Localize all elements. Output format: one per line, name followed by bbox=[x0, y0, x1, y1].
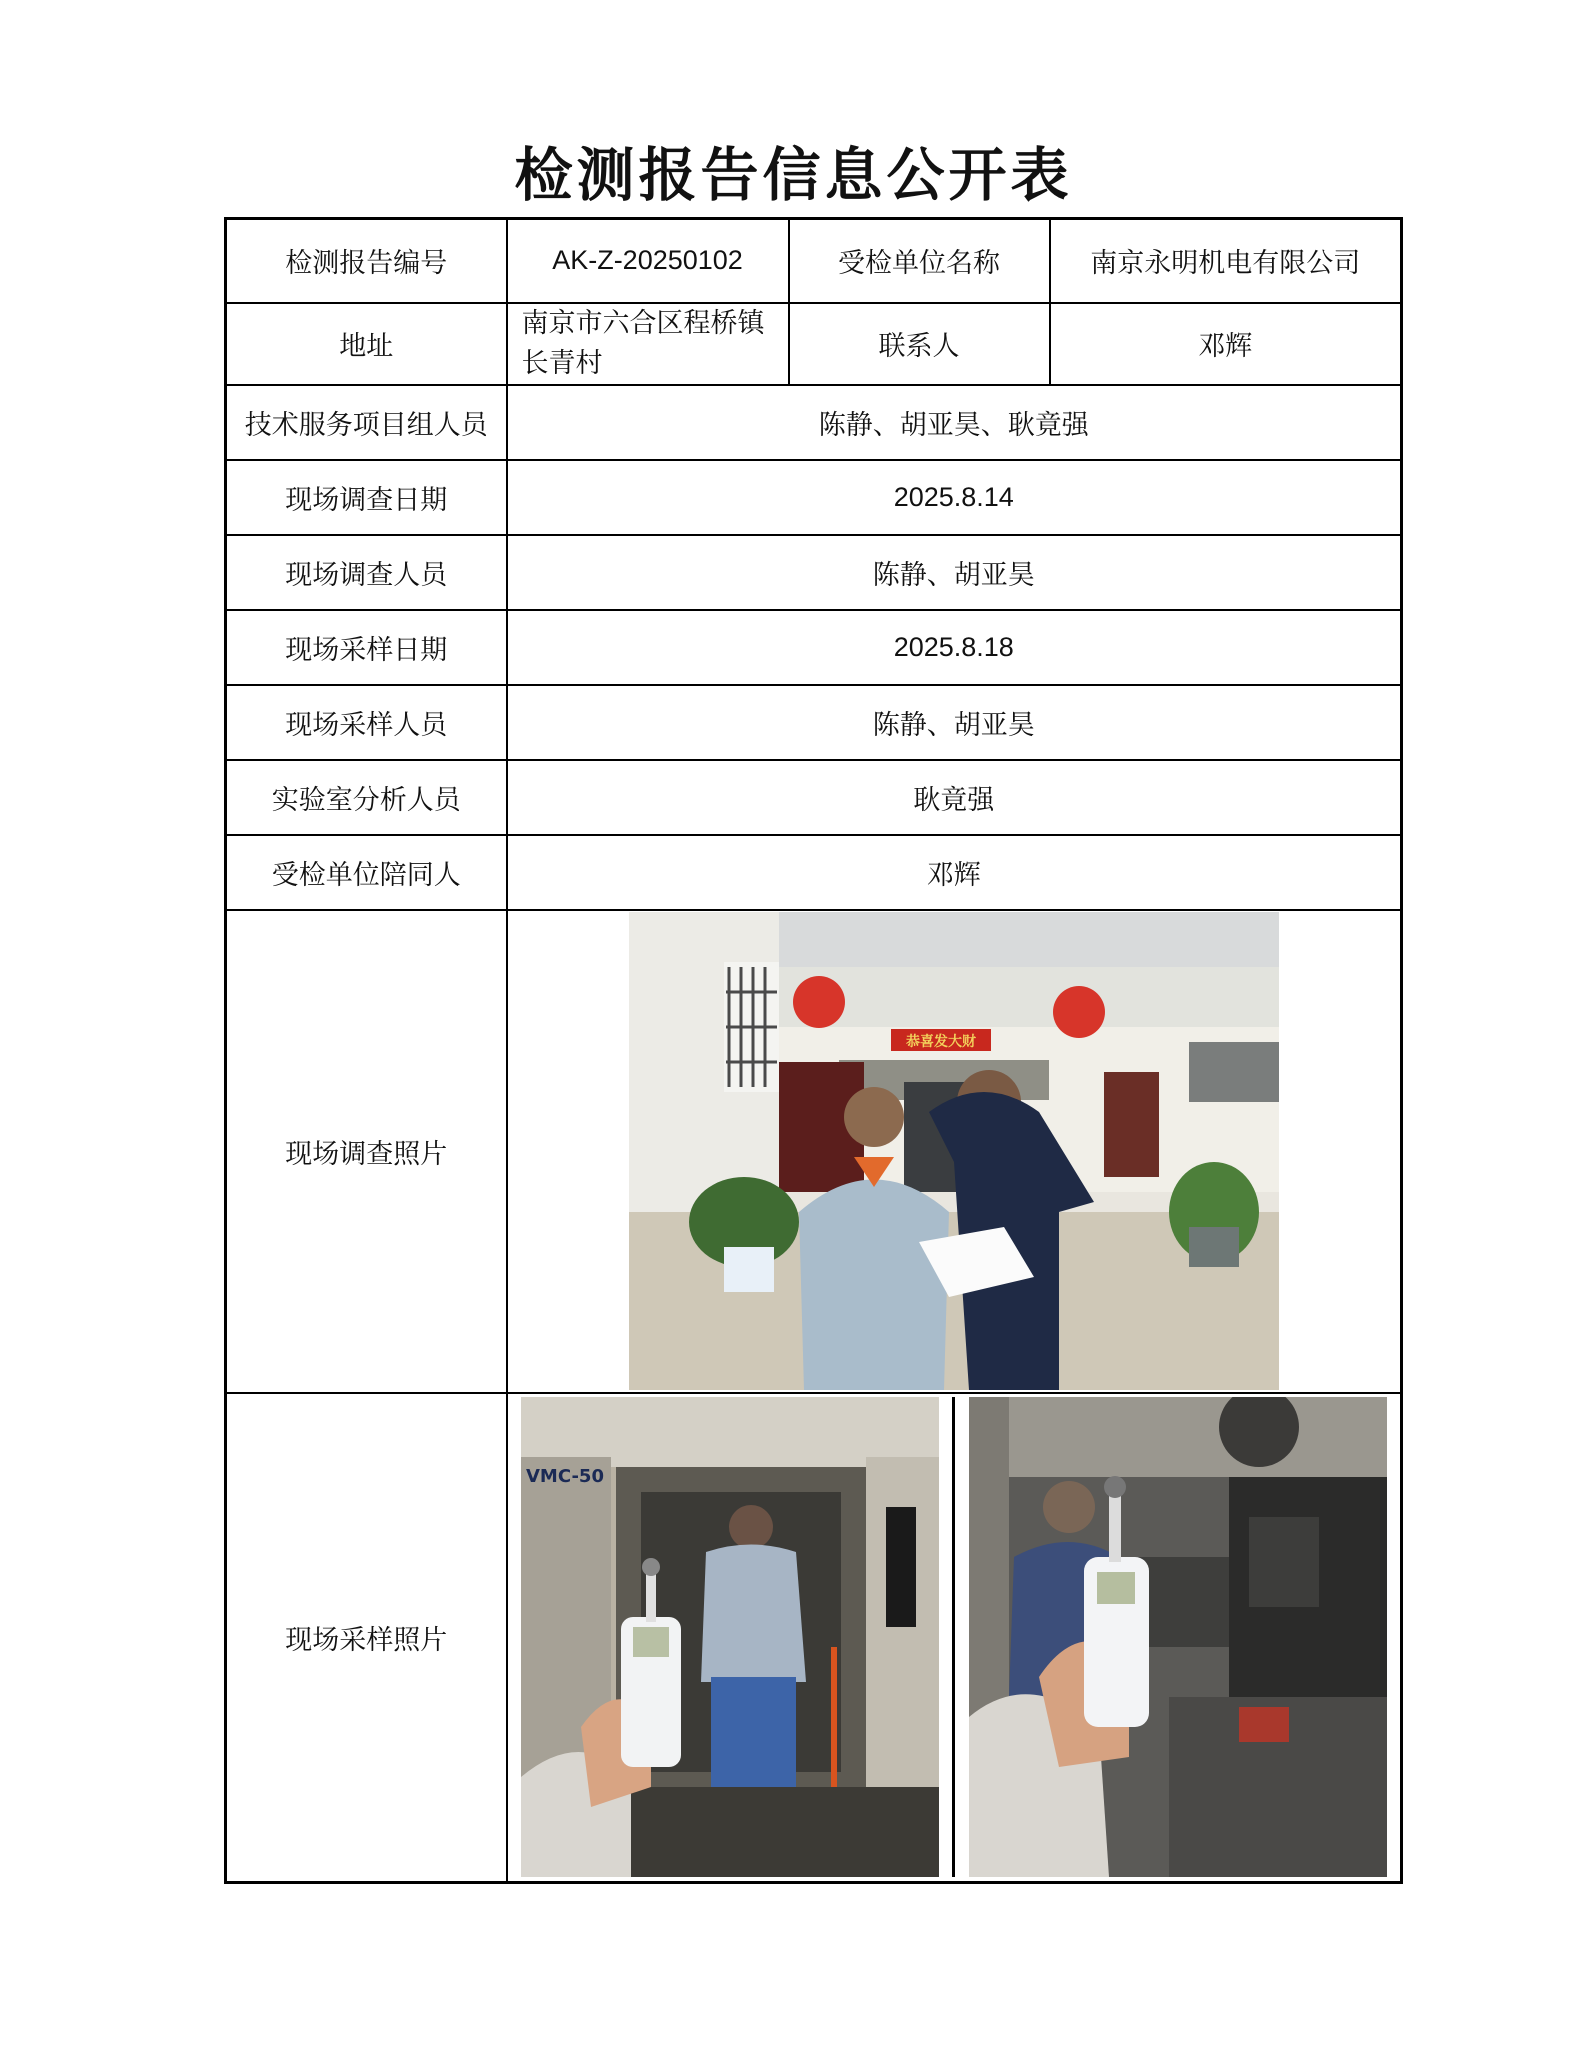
contact-label: 联系人 bbox=[789, 303, 1050, 385]
contact-value: 邓辉 bbox=[1050, 303, 1402, 385]
escort-value: 邓辉 bbox=[507, 835, 1402, 910]
table-row bbox=[226, 460, 1402, 535]
lab-staff-value: 耿竟强 bbox=[507, 760, 1402, 835]
sampling-photo-cell bbox=[507, 1393, 1402, 1883]
report-no-value: AK-Z-20250102 bbox=[507, 219, 789, 303]
sampling-staff-value: 陈静、胡亚昊 bbox=[507, 685, 1402, 760]
address-value bbox=[507, 303, 789, 385]
info-table bbox=[224, 217, 1403, 1884]
table-row bbox=[226, 1393, 1402, 1883]
table-row bbox=[226, 219, 1402, 303]
sampling-date-value: 2025.8.18 bbox=[507, 610, 1402, 685]
table-row bbox=[226, 835, 1402, 910]
survey-photo-image bbox=[629, 912, 1279, 1390]
address-line-2: 长青村 bbox=[521, 347, 603, 379]
table-row bbox=[226, 685, 1402, 760]
table-row bbox=[226, 910, 1402, 1393]
sampling-photo-left bbox=[521, 1397, 939, 1877]
table-row bbox=[226, 303, 1402, 385]
sampling-staff-label: 现场采样人员 bbox=[226, 685, 507, 760]
page-title: 检测报告信息公开表 bbox=[514, 141, 1073, 209]
survey-staff-value: 陈静、胡亚昊 bbox=[507, 535, 1402, 610]
table-row bbox=[226, 385, 1402, 460]
sampling-photo-right-wrap bbox=[952, 1397, 1400, 1877]
sampling-photo-right bbox=[969, 1397, 1387, 1877]
banner-text: 恭喜发大财 bbox=[905, 1034, 976, 1050]
table-row bbox=[226, 760, 1402, 835]
sampling-photo-left-image bbox=[521, 1397, 939, 1877]
survey-staff-label: 现场调查人员 bbox=[226, 535, 507, 610]
survey-photo-label: 现场调查照片 bbox=[226, 910, 507, 1393]
sampling-photo-right-image bbox=[969, 1397, 1387, 1877]
machine-label: VMC-50 bbox=[525, 1466, 604, 1488]
address-label: 地址 bbox=[226, 303, 507, 385]
team-value: 陈静、胡亚昊、耿竟强 bbox=[507, 385, 1402, 460]
lab-staff-label: 实验室分析人员 bbox=[226, 760, 507, 835]
escort-label: 受检单位陪同人 bbox=[226, 835, 507, 910]
address-line-1: 南京市六合区程桥镇 bbox=[521, 307, 765, 339]
sampling-photo-left-wrap bbox=[508, 1397, 953, 1877]
unit-label: 受检单位名称 bbox=[789, 219, 1050, 303]
survey-date-label: 现场调查日期 bbox=[226, 460, 507, 535]
team-label: 技术服务项目组人员 bbox=[226, 385, 507, 460]
survey-date-value: 2025.8.14 bbox=[507, 460, 1402, 535]
survey-photo bbox=[629, 912, 1279, 1390]
table-row bbox=[226, 535, 1402, 610]
unit-value: 南京永明机电有限公司 bbox=[1050, 219, 1402, 303]
report-no-label: 检测报告编号 bbox=[226, 219, 507, 303]
sampling-date-label: 现场采样日期 bbox=[226, 610, 507, 685]
sampling-photo-label: 现场采样照片 bbox=[226, 1393, 507, 1883]
table-row bbox=[226, 610, 1402, 685]
survey-photo-cell bbox=[507, 910, 1402, 1393]
